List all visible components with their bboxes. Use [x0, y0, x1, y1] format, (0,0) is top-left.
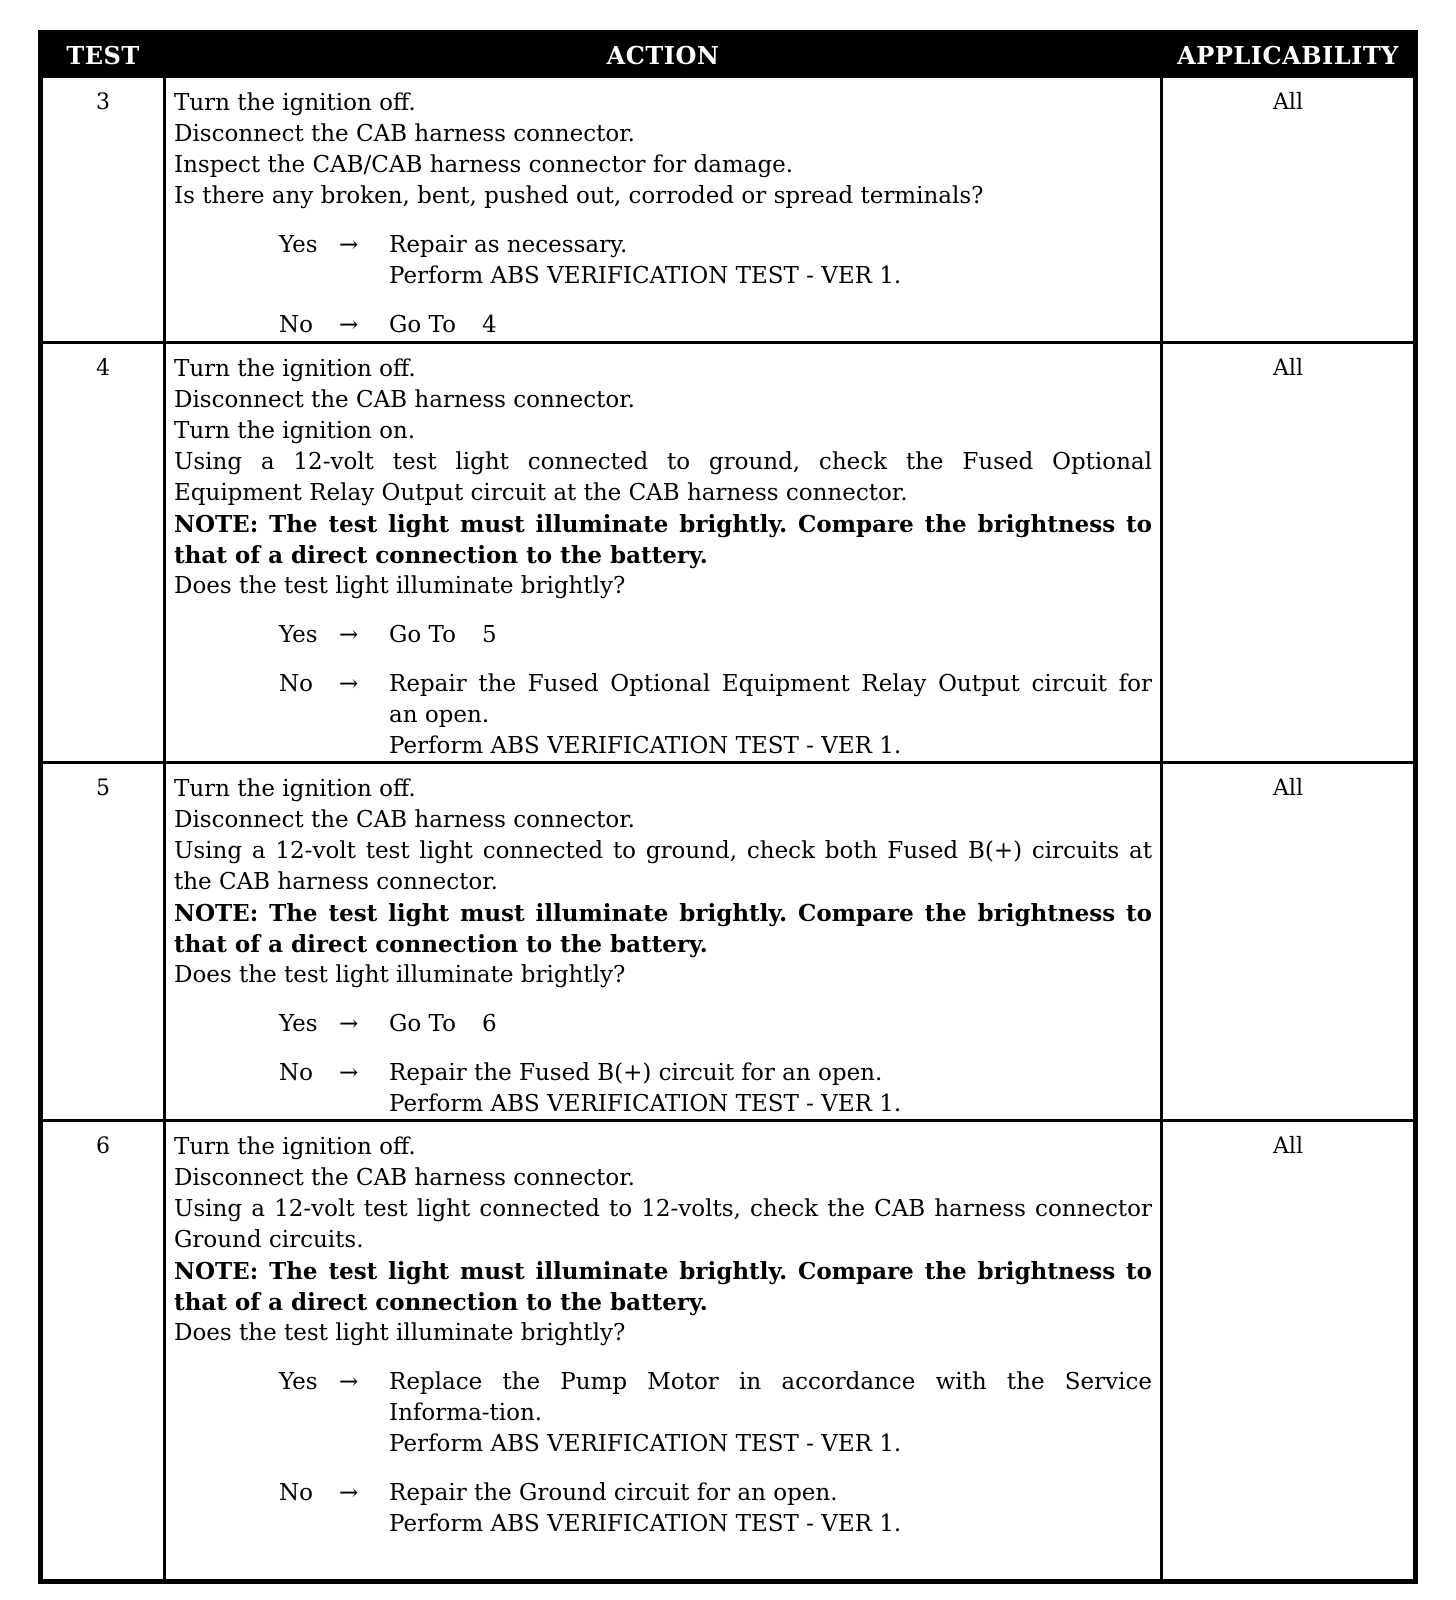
question-text: Does the test light illuminate brightly?: [174, 573, 626, 599]
no-label: No: [279, 671, 313, 697]
step-text: Turn the ignition off.: [174, 776, 416, 802]
step-text: Inspect the CAB/CAB harness connector for damage.: [174, 152, 794, 178]
arrow-icon: →: [339, 1060, 359, 1086]
note-text: NOTE: The test light must illuminate brightly. Compare the brightness to that of a direct connection to the battery.: [174, 1258, 1152, 1316]
no-result-text: Repair the Fused Optional Equipment Relay Output circuit for an open.: [389, 671, 1152, 728]
step-text: Disconnect the CAB harness connector.: [174, 1165, 635, 1191]
applicability-value: All: [1273, 90, 1303, 115]
yes-label: Yes: [279, 1011, 318, 1037]
no-answer: [279, 1478, 1152, 1540]
question-text: Is there any broken, bent, pushed out, corroded or spread terminals?: [174, 183, 984, 209]
yes-answer: [279, 1009, 1152, 1040]
test-number: 6: [96, 1134, 110, 1159]
header-action: ACTION: [606, 40, 720, 70]
note-text: NOTE: The test light must illuminate brightly. Compare the brightness to that of a direct connection to the battery.: [174, 511, 1152, 569]
arrow-icon: →: [339, 312, 359, 338]
no-label: No: [279, 312, 313, 338]
yes-answer: [279, 620, 1152, 651]
yes-result-text: Perform ABS VERIFICATION TEST - VER 1.: [389, 1431, 902, 1457]
no-result-text: Repair the Fused B(+) circuit for an open.: [389, 1060, 883, 1086]
step-text: Turn the ignition off.: [174, 356, 416, 382]
step-text: Disconnect the CAB harness connector.: [174, 807, 635, 833]
goto-number[interactable]: 5: [481, 622, 497, 648]
test-row-5: [43, 761, 1413, 1119]
no-answer: [279, 1058, 1152, 1120]
header-test: TEST: [66, 40, 140, 70]
no-result-text: Perform ABS VERIFICATION TEST - VER 1.: [389, 1511, 902, 1537]
diagnostic-table: [38, 30, 1418, 1584]
action-cell: [163, 1122, 1163, 1579]
arrow-icon: →: [339, 622, 359, 648]
check-instruction: Using a 12-volt test light connected to ground, check both Fused B(+) circuits at the CAB harness connector.: [174, 838, 1152, 895]
test-number: 3: [96, 90, 110, 115]
action-cell: [163, 78, 1163, 341]
yes-label: Yes: [279, 1369, 318, 1395]
no-answer: [279, 310, 1152, 341]
goto-link[interactable]: Go To: [389, 312, 456, 338]
question-text: Does the test light illuminate brightly?: [174, 1320, 626, 1346]
test-number: 5: [96, 776, 110, 801]
yes-result-text: Repair as necessary.: [389, 232, 628, 258]
yes-result-text: Replace the Pump Motor in accordance with the Service Informa-tion.: [389, 1369, 1152, 1426]
no-result-text: Perform ABS VERIFICATION TEST - VER 1.: [389, 733, 902, 759]
arrow-icon: →: [339, 1480, 359, 1506]
applicability-value: All: [1273, 356, 1303, 381]
no-result-text: Repair the Ground circuit for an open.: [389, 1480, 838, 1506]
arrow-icon: →: [339, 1369, 359, 1395]
applicability-value: All: [1273, 1134, 1303, 1159]
yes-answer: [279, 230, 1152, 292]
action-cell: [163, 764, 1163, 1119]
applicability-value: All: [1273, 776, 1303, 801]
step-text: Turn the ignition off.: [174, 1134, 416, 1160]
step-text: Turn the ignition on.: [174, 418, 416, 444]
yes-label: Yes: [279, 232, 318, 258]
step-text: Turn the ignition off.: [174, 90, 416, 116]
yes-label: Yes: [279, 622, 318, 648]
arrow-icon: →: [339, 1011, 359, 1037]
header-applicability: APPLICABILITY: [1177, 40, 1399, 70]
no-label: No: [279, 1480, 313, 1506]
goto-number[interactable]: 4: [481, 312, 497, 338]
question-text: Does the test light illuminate brightly?: [174, 962, 626, 988]
note-text: NOTE: The test light must illuminate brightly. Compare the brightness to that of a direct connection to the battery.: [174, 900, 1152, 958]
step-text: Disconnect the CAB harness connector.: [174, 121, 635, 147]
goto-link[interactable]: Go To: [389, 622, 456, 648]
table-header: [43, 35, 1413, 75]
yes-answer: [279, 1367, 1152, 1460]
yes-result-text: Perform ABS VERIFICATION TEST - VER 1.: [389, 263, 902, 289]
test-row-3: [43, 75, 1413, 341]
arrow-icon: →: [339, 232, 359, 258]
no-result-text: Perform ABS VERIFICATION TEST - VER 1.: [389, 1091, 902, 1117]
no-label: No: [279, 1060, 313, 1086]
goto-number[interactable]: 6: [481, 1011, 497, 1037]
no-answer: [279, 669, 1152, 762]
action-cell: [163, 344, 1163, 761]
test-row-4: [43, 341, 1413, 761]
check-instruction: Using a 12-volt test light connected to 12-volts, check the CAB harness connector Ground circuits.: [174, 1196, 1152, 1253]
step-text: Disconnect the CAB harness connector.: [174, 387, 635, 413]
arrow-icon: →: [339, 671, 359, 697]
check-instruction: Using a 12-volt test light connected to ground, check the Fused Optional Equipment Relay Output circuit at the CAB harness connector.: [174, 449, 1152, 506]
goto-link[interactable]: Go To: [389, 1011, 456, 1037]
test-number: 4: [96, 356, 110, 381]
test-row-6: [43, 1119, 1413, 1579]
